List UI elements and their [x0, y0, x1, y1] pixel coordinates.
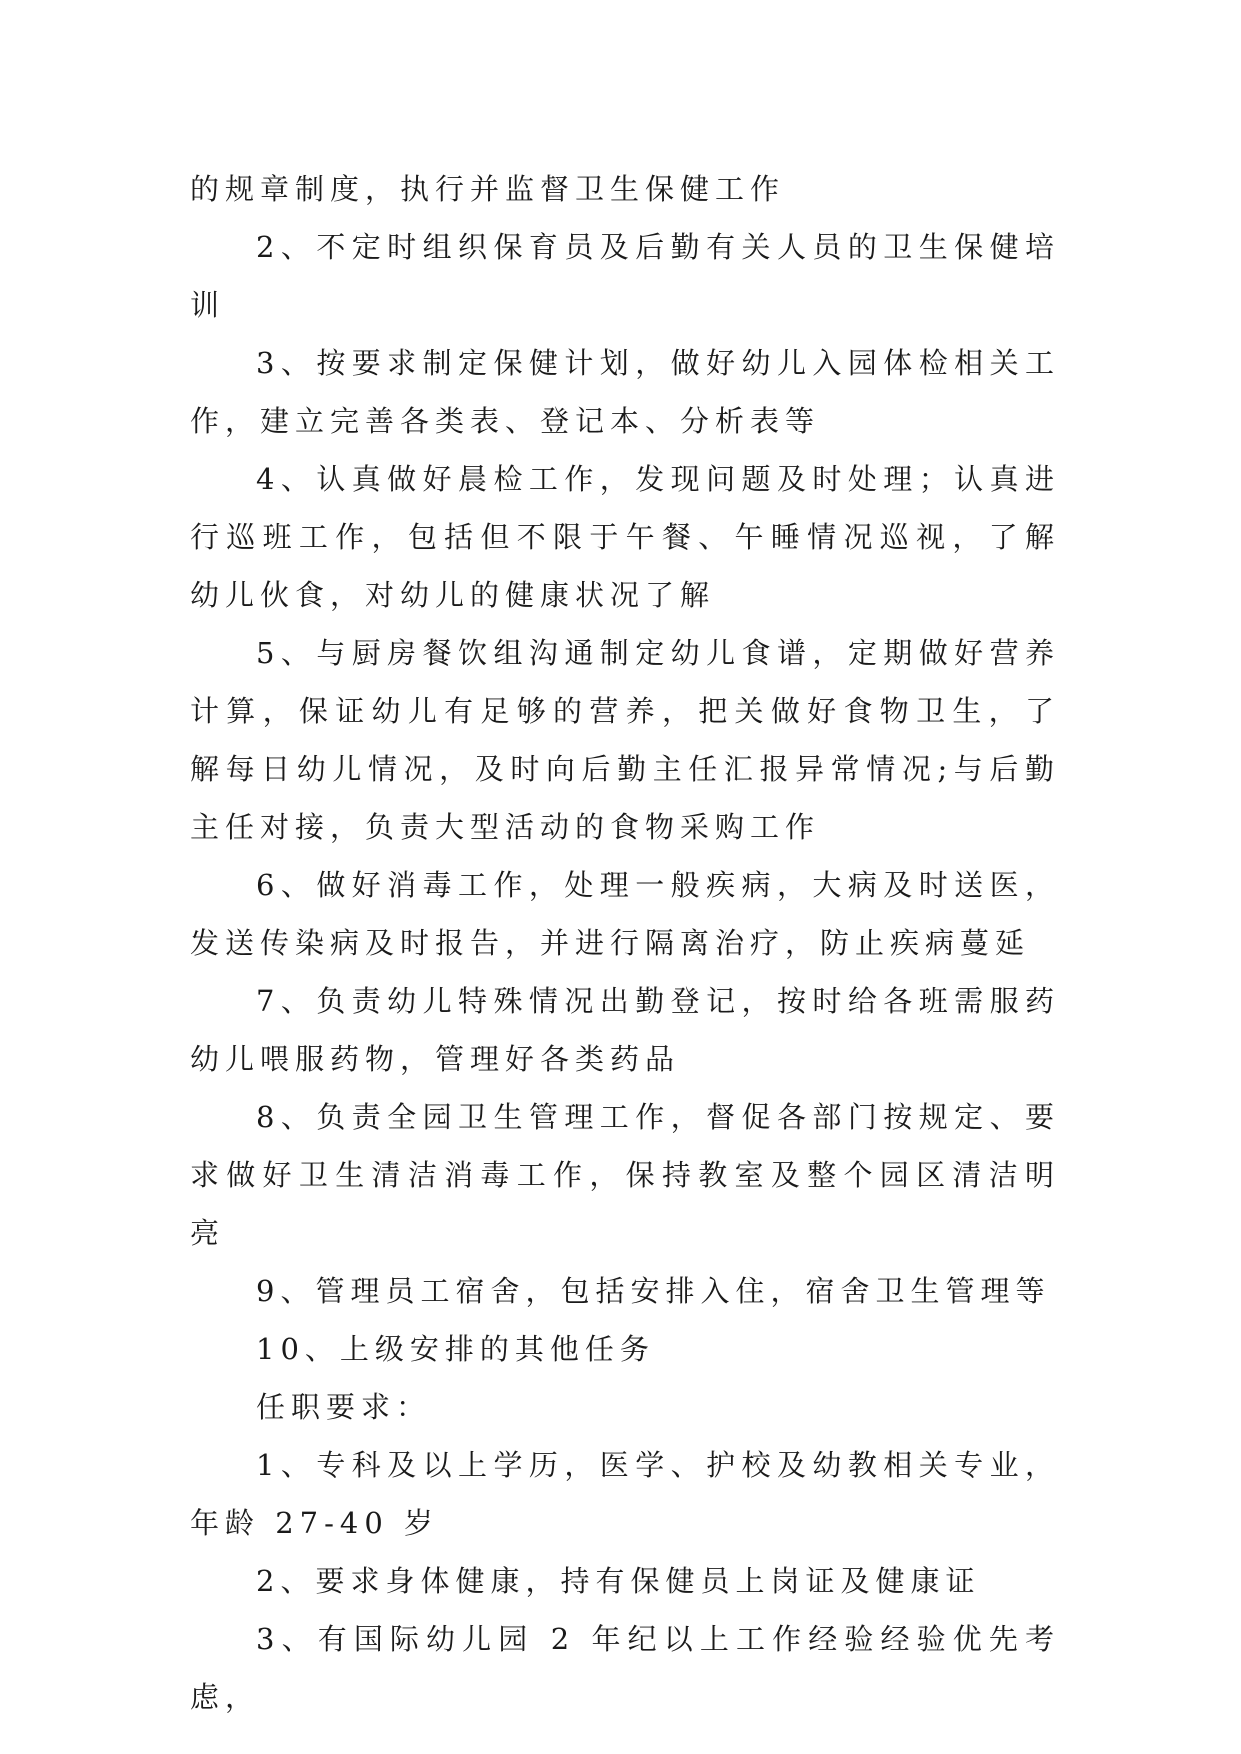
paragraph-continuation: 的规章制度，执行并监督卫生保健工作	[190, 172, 786, 206]
list-item: 7、负责幼儿特殊情况出勤登记，按时给各班需服药幼儿喂服药物，管理好各类药品	[190, 984, 1060, 1076]
list-item: 10、上级安排的其他任务	[256, 1332, 655, 1366]
list-item: 2、不定时组织保育员及后勤有关人员的卫生保健培训	[190, 230, 1060, 322]
list-item: 3、有国际幼儿园 2 年纪以上工作经验经验优先考虑，	[190, 1622, 1060, 1714]
list-item: 4、认真做好晨检工作，发现问题及时处理；认真进行巡班工作，包括但不限于午餐、午睡情况巡视，了解幼儿伙食，对幼儿的健康状况了解	[190, 462, 1060, 612]
list-item: 1、专科及以上学历，医学、护校及幼教相关专业，年龄 27-40 岁	[190, 1448, 1060, 1540]
list-item: 9、管理员工宿舍，包括安排入住，宿舍卫生管理等	[256, 1274, 1051, 1308]
list-item: 8、负责全园卫生管理工作，督促各部门按规定、要求做好卫生清洁消毒工作，保持教室及整个园区清洁明亮	[190, 1100, 1060, 1250]
list-item: 3、按要求制定保健计划，做好幼儿入园体检相关工作，建立完善各类表、登记本、分析表等	[190, 346, 1060, 438]
list-item: 6、做好消毒工作，处理一般疾病，大病及时送医，发送传染病及时报告，并进行隔离治疗，防止疾病蔓延	[190, 868, 1060, 960]
document-body	[190, 160, 1060, 1726]
section-heading: 任职要求：	[256, 1390, 432, 1424]
list-item: 2、要求身体健康，持有保健员上岗证及健康证	[256, 1564, 981, 1598]
list-item: 5、与厨房餐饮组沟通制定幼儿食谱，定期做好营养计算，保证幼儿有足够的营养，把关做好食物卫生，了解每日幼儿情况，及时向后勤主任汇报异常情况;与后勤主任对接，负责大型活动的食物采购工作	[190, 636, 1060, 844]
